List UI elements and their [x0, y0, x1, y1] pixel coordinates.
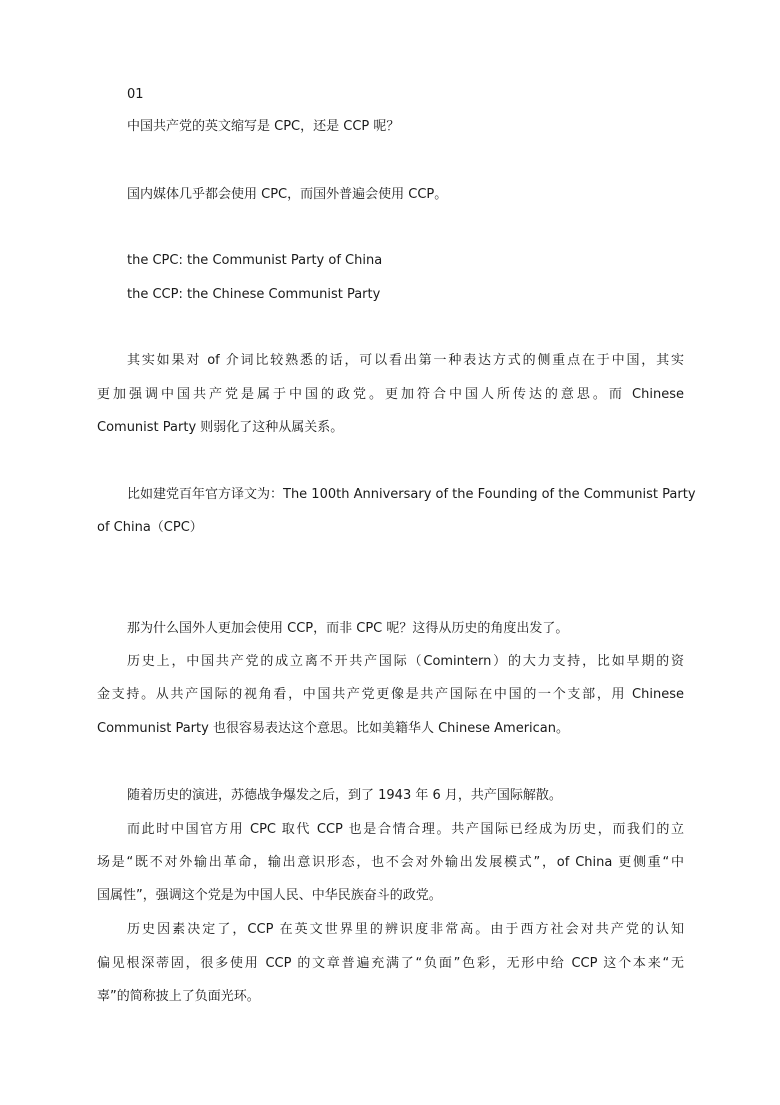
paragraph-4-line-1: 历史上，中国共产党的成立离不开共产国际（Comintern）的大力支持，比如早期的资	[127, 654, 684, 669]
paragraph-7-line-3: 辜”的简称披上了负面光环。	[97, 989, 260, 1004]
media-note: 国内媒体几乎都会使用 CPC，而国外普遍会使用 CCP。	[127, 187, 448, 202]
paragraph-3: 那为什么国外人更加会使用 CCP，而非 CPC 呢？这得从历史的角度出发了。	[127, 621, 569, 636]
question-heading: 中国共产党的英文缩写是 CPC，还是 CCP 呢？	[127, 119, 400, 134]
paragraph-1-line-3: Comunist Party 则弱化了这种从属关系。	[97, 420, 344, 435]
paragraph-1-line-2: 更加强调中国共产党是属于中国的政党。更加符合中国人所传达的意思。而 Chinese	[97, 387, 684, 402]
paragraph-7-line-2: 偏见根深蒂固，很多使用 CCP 的文章普遍充满了“负面”色彩，无形中给 CCP 这个本来“无	[97, 956, 684, 971]
paragraph-2-line-1: 比如建党百年官方译文为：The 100th Anniversary of the Founding of the Communist Party	[127, 487, 696, 502]
paragraph-6-line-2: 场是“既不对外输出革命，输出意识形态，也不会对外输出发展模式”，of China 更侧重“中	[97, 855, 684, 870]
paragraph-5: 随着历史的演进，苏德战争爆发之后，到了 1943 年 6 月，共产国际解散。	[127, 788, 562, 803]
paragraph-4-line-2: 金支持。从共产国际的视角看，中国共产党更像是共产国际在中国的一个支部，用 Chinese	[97, 687, 684, 702]
paragraph-2-line-2: of China（CPC）	[97, 520, 203, 535]
definition-ccp: the CCP: the Chinese Communist Party	[127, 287, 381, 302]
paragraph-6-line-3: 国属性”，强调这个党是为中国人民、中华民族奋斗的政党。	[97, 888, 442, 903]
paragraph-6-line-1: 而此时中国官方用 CPC 取代 CCP 也是合情合理。共产国际已经成为历史，而我们的立	[127, 822, 684, 837]
paragraph-7-line-1: 历史因素决定了，CCP 在英文世界里的辨识度非常高。由于西方社会对共产党的认知	[127, 922, 684, 937]
paragraph-1-line-1: 其实如果对 of 介词比较熟悉的话，可以看出第一种表达方式的侧重点在于中国，其实	[127, 353, 684, 368]
section-number: 01	[127, 87, 144, 102]
paragraph-4-line-3: Communist Party 也很容易表达这个意思。比如美籍华人 Chinese American。	[97, 721, 570, 736]
definition-cpc: the CPC: the Communist Party of China	[127, 253, 383, 268]
